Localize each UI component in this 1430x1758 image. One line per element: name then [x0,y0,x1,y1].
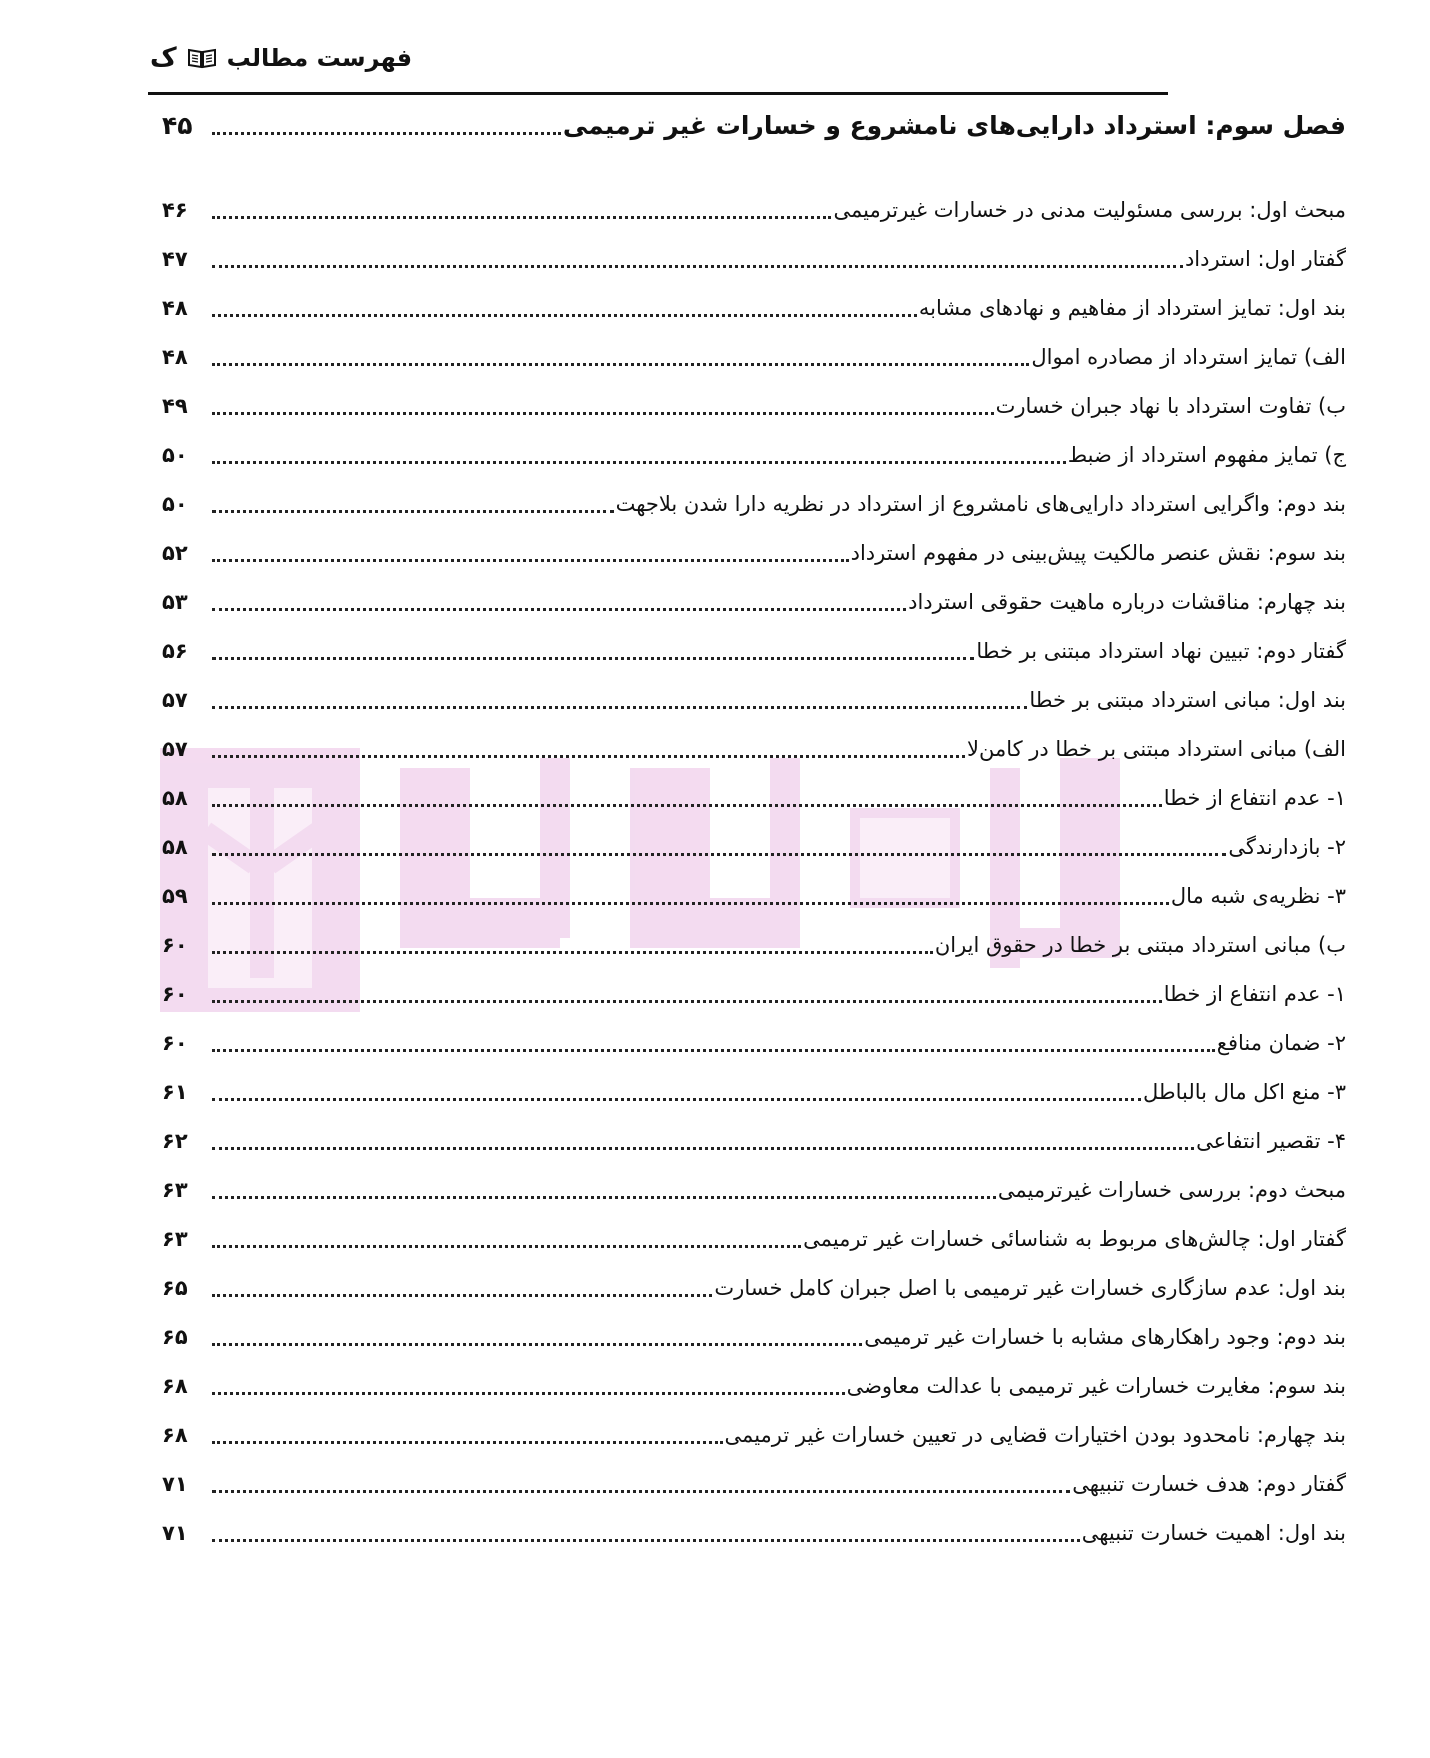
toc-entry [0,1366,1430,1406]
dot-leader [212,216,831,219]
toc-entry-page: ۷۱ [162,1472,188,1496]
toc-entry-title: الف) مبانی استرداد مبتنی بر خطا در کامن‌لا [966,737,1346,761]
toc-entry-page: ۵۸ [162,786,188,810]
toc-entry-page: ۶۵ [162,1276,188,1300]
toc-entry-title: ۱- عدم انتفاع از خطا [1163,982,1346,1006]
toc-entry [0,1219,1420,1259]
dot-leader [212,314,917,317]
toc-entry-title: گفتار اول: چالش‌های مربوط به شناسائی خسارات غیر ترمیمی [803,1227,1346,1251]
dot-leader [212,706,1027,709]
toc-entry [0,876,1422,916]
toc-entry [0,827,1422,867]
dot-leader [212,1539,1080,1542]
toc-entry [0,1072,1422,1112]
toc-entry-title: گفتار دوم: هدف خسارت تنبیهی [1072,1472,1346,1496]
toc-entry-page: ۴۸ [162,296,188,320]
toc-entry [0,1268,1430,1308]
toc-entry [0,1121,1422,1161]
toc-entry-page: ۶۳ [162,1227,188,1251]
dot-leader [212,132,561,135]
toc-entry-page: ۴۶ [162,198,188,222]
toc-entry-page: ۶۱ [162,1080,188,1104]
toc-entry [0,1513,1430,1553]
toc-entry-title: ۱- عدم انتفاع از خطا [1163,786,1346,810]
toc-entry [0,1464,1420,1504]
dot-leader [212,1049,1215,1052]
toc-entry-page: ۵۰ [162,443,188,467]
toc-entry-title: مبحث دوم: بررسی خسارات غیرترمیمی [997,1178,1346,1202]
dot-leader [212,1000,1162,1003]
toc-entry [0,582,1402,622]
toc-entry [0,729,1412,769]
dot-leader [212,1441,723,1444]
toc-entry-title: بند اول: تمایز استرداد از مفاهیم و نهادهای مشابه [918,296,1346,320]
toc-entry-page: ۵۷ [162,737,188,761]
toc-entry-title: بند دوم: واگرایی استرداد دارایی‌های نامشروع از استرداد در نظریه دارا شدن بلاجهت [615,492,1346,516]
toc-entry-page: ۶۲ [162,1129,188,1153]
toc-entry-title: ۲- بازدارندگی [1228,835,1346,859]
toc-entry-page: ۶۰ [162,982,188,1006]
toc-entry-page: ۵۲ [162,541,188,565]
dot-leader [212,1147,1194,1150]
dot-leader [212,412,994,415]
toc-entry [0,631,1392,671]
toc-entry-title: فصل سوم: استرداد دارایی‌های نامشروع و خسارات غیر ترمیمی [562,111,1346,140]
dot-leader [212,1245,801,1248]
toc-entry-page: ۴۵ [162,111,193,140]
dot-leader [212,951,933,954]
dot-leader [212,608,906,611]
toc-entry-title: بند دوم: وجود راهکارهای مشابه با خسارات غیر ترمیمی [864,1325,1346,1349]
toc-entry [0,386,1402,426]
toc-entry [0,925,1412,965]
toc-entry [0,337,1402,377]
dot-leader [212,902,1169,905]
toc-entry-title: گفتار دوم: تبیین نهاد استرداد مبتنی بر خطا [976,639,1346,663]
toc-entry [0,288,1398,328]
toc-entry-page: ۵۸ [162,835,188,859]
toc-entry-title: ۴- تقصیر انتفاعی [1196,1129,1346,1153]
toc-entry-title: ۳- منع اکل مال بالباطل [1143,1080,1346,1104]
dot-leader [212,559,849,562]
dot-leader [212,1392,845,1395]
toc-entry [0,106,1360,146]
toc-entry-page: ۵۳ [162,590,188,614]
page-letter: ک [150,43,177,73]
toc-entry [0,974,1422,1014]
toc-entry [0,190,1374,230]
toc-entry [0,1023,1422,1063]
toc-entry [0,778,1422,818]
toc-entry-page: ۶۸ [162,1374,188,1398]
dot-leader [212,1294,712,1297]
dot-leader [212,853,1226,856]
toc-entry-title: ب) تفاوت استرداد با نهاد جبران خسارت [995,394,1346,418]
toc-entry [0,239,1388,279]
toc-entry-page: ۵۹ [162,884,188,908]
toc-entry-page: ۵۰ [162,492,188,516]
toc-entry-title: بند سوم: نقش عنصر مالکیت پیش‌بینی در مفهوم استرداد [850,541,1346,565]
toc-entry-page: ۶۰ [162,1031,188,1055]
toc-entry [0,680,1402,720]
dot-leader [212,1490,1070,1493]
toc-entry-title: بند اول: اهمیت خسارت تنبیهی [1081,1521,1346,1545]
dot-leader [212,804,1162,807]
toc-entry-title: بند چهارم: نامحدود بودن اختیارات قضایی در تعیین خسارات غیر ترمیمی [724,1423,1346,1447]
toc-entry-title: ۲- ضمان منافع [1216,1031,1346,1055]
header-title: فهرست مطالب [226,44,413,72]
dot-leader [212,510,614,513]
toc-entry-page: ۶۳ [162,1178,188,1202]
toc-entry [0,1415,1430,1455]
dot-leader [212,1343,862,1346]
toc-entry-page: ۶۵ [162,1325,188,1349]
toc-entry-page: ۴۹ [162,394,188,418]
toc-entry-title: ۳- نظریه‌ی شبه مال [1170,884,1346,908]
toc-entry-title: بند سوم: مغایرت خسارات غیر ترمیمی با عدالت معاوضی [846,1374,1346,1398]
dot-leader [212,755,965,758]
dot-leader [212,265,1183,268]
dot-leader [212,1196,996,1199]
toc-entry-title: بند اول: عدم سازگاری خسارات غیر ترمیمی با اصل جبران کامل خسارت [714,1276,1346,1300]
toc-entry-page: ۵۷ [162,688,188,712]
toc-entry-title: الف) تمایز استرداد از مصادره اموال [1031,345,1346,369]
toc-entry [0,533,1402,573]
dot-leader [212,1098,1141,1101]
dot-leader [212,363,1029,366]
toc-entry-title: ج) تمایز مفهوم استرداد از ضبط [1067,443,1346,467]
toc-entry [0,1317,1430,1357]
toc-entry-title: مبحث اول: بررسی مسئولیت مدنی در خسارات غیرترمیمی [833,198,1346,222]
toc-entry [0,1170,1402,1210]
toc-entry [0,484,1402,524]
toc-entry-page: ۶۸ [162,1423,188,1447]
toc-entry-title: ب) مبانی استرداد مبتنی بر خطا در حقوق ایران [934,933,1346,957]
toc-entry-title: بند اول: مبانی استرداد مبتنی بر خطا [1029,688,1346,712]
toc-entry-title: گفتار اول: استرداد [1184,247,1346,271]
toc-entry-page: ۶۰ [162,933,188,957]
toc-entry-page: ۴۷ [162,247,188,271]
toc-entry-title: بند چهارم: مناقشات درباره ماهیت حقوقی استرداد [908,590,1346,614]
toc-entry [0,435,1402,475]
toc-entry-page: ۷۱ [162,1521,188,1545]
dot-leader [212,461,1066,464]
dot-leader [212,657,974,660]
toc-entry-page: ۴۸ [162,345,188,369]
toc-entry-page: ۵۶ [162,639,188,663]
